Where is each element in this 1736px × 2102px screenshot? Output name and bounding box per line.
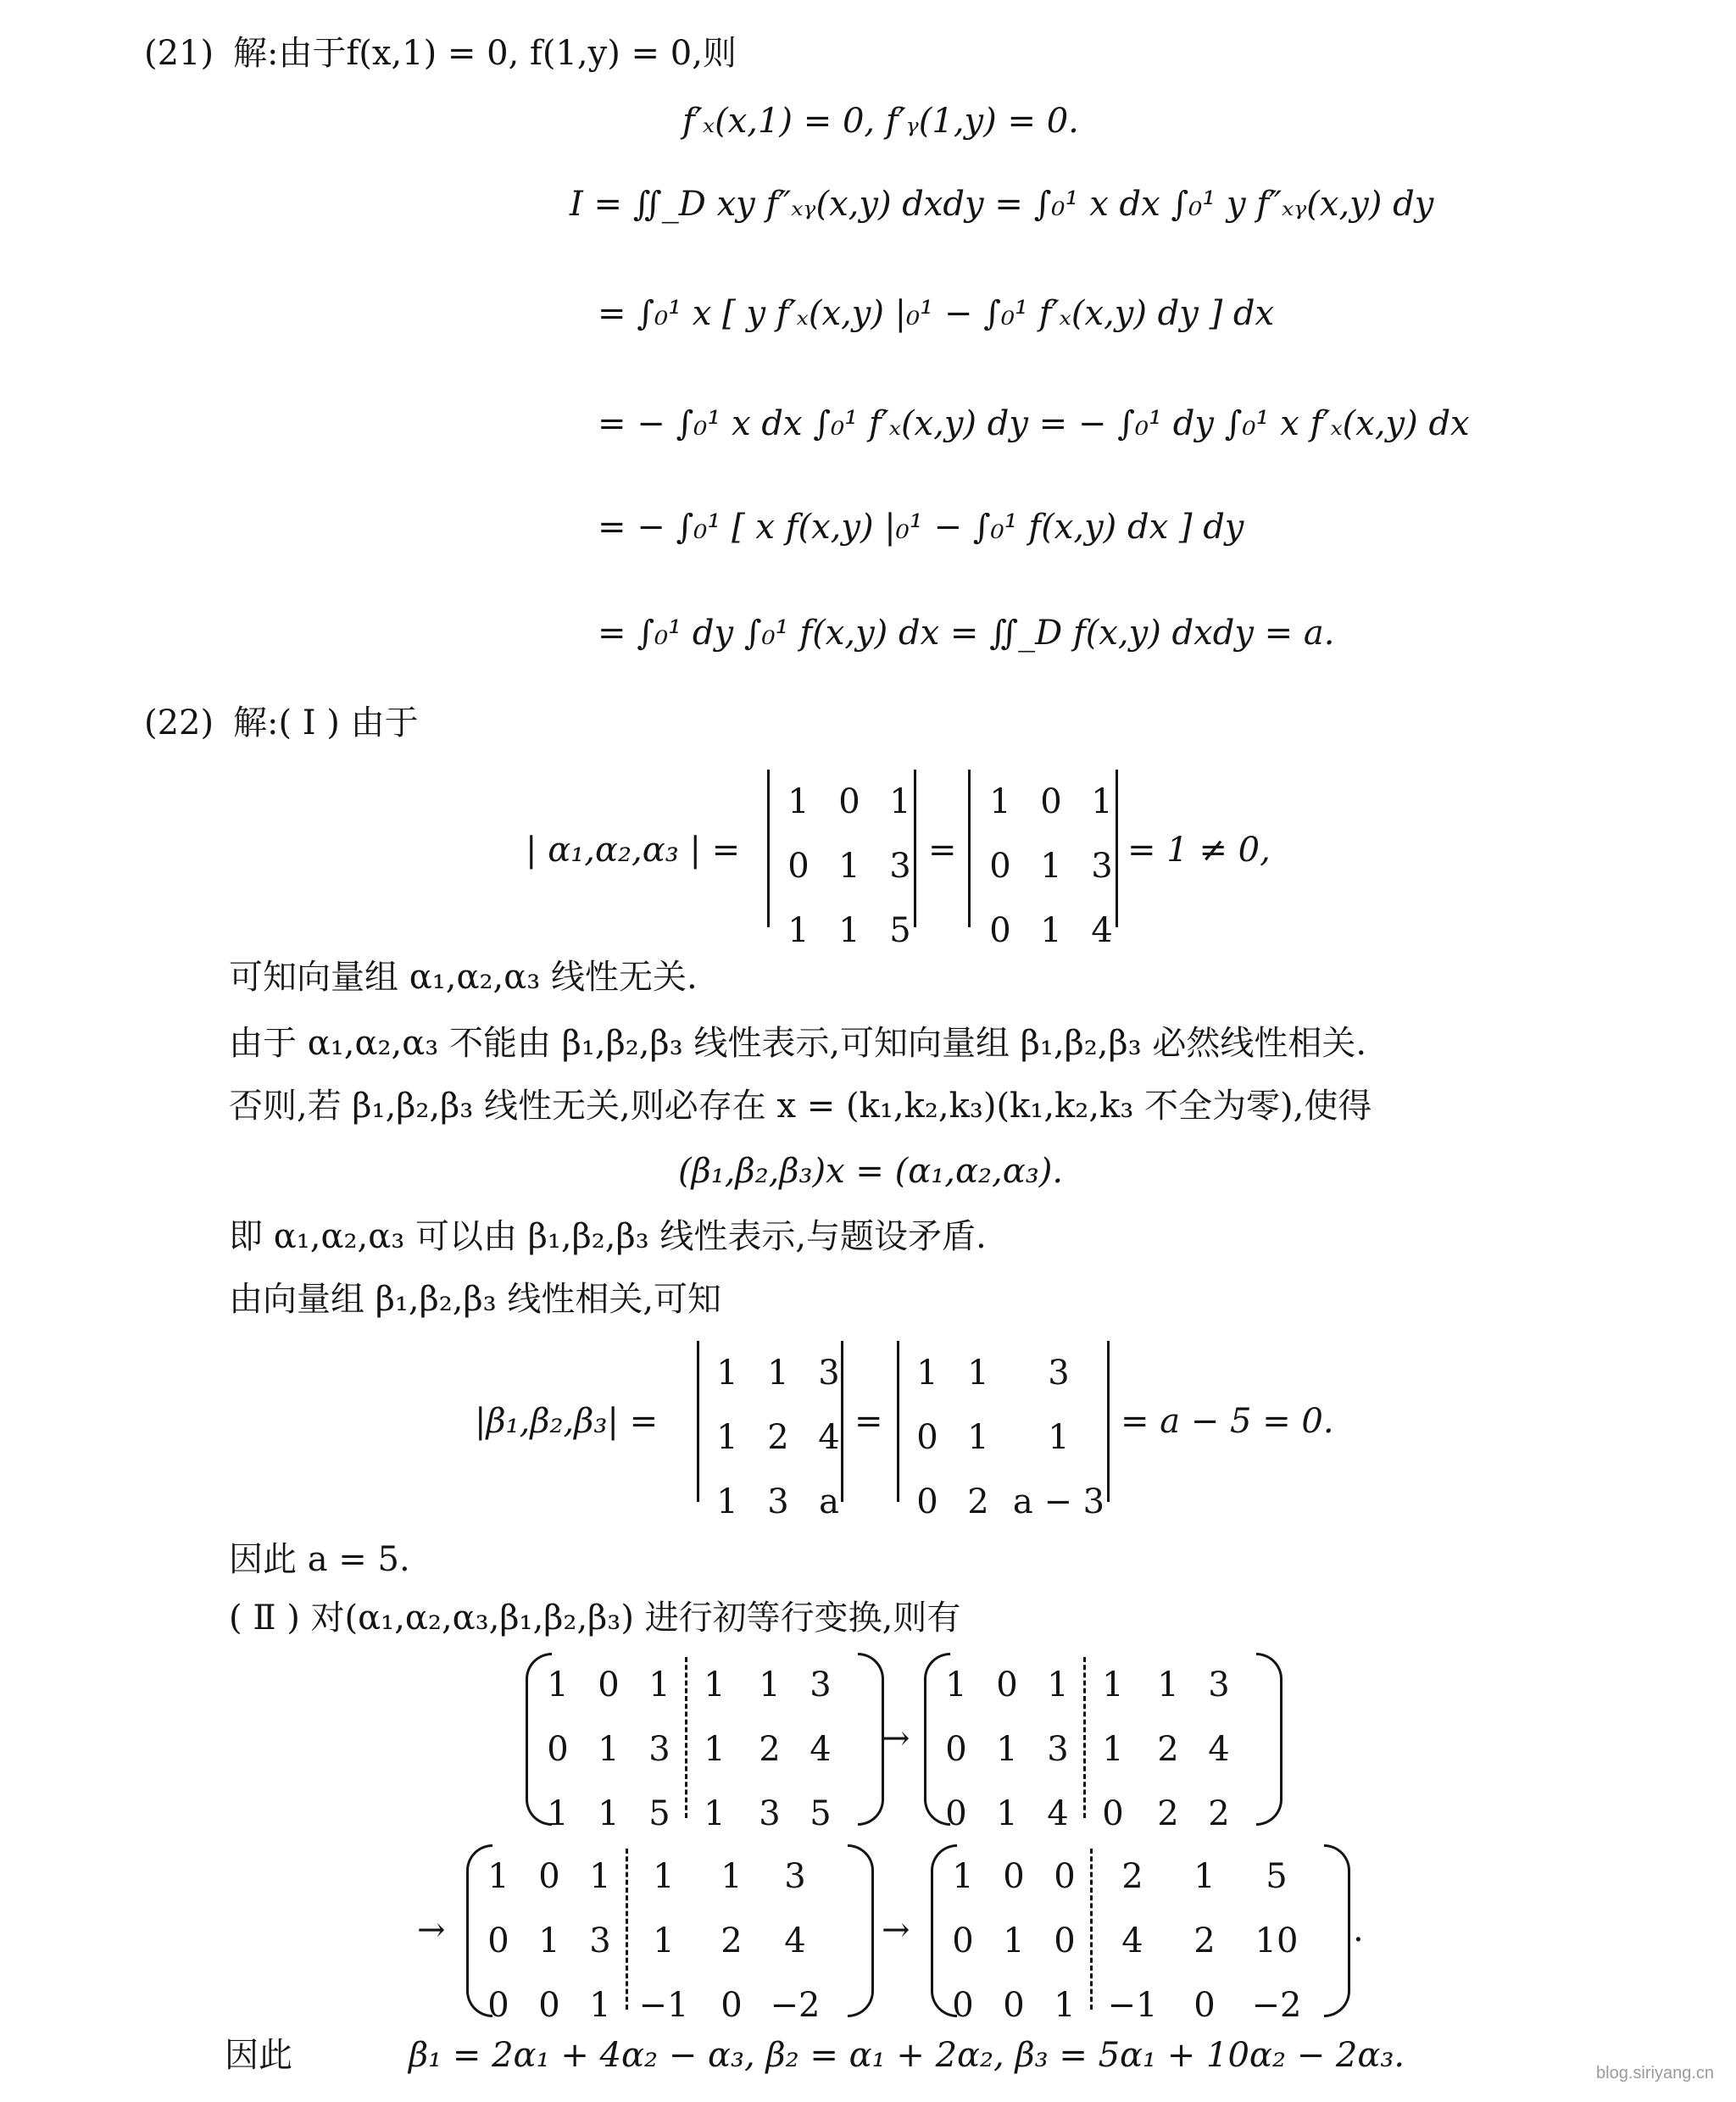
m1-grid	[532, 1653, 846, 1846]
m2-cell: 3	[1208, 1665, 1230, 1704]
det1b-cell: 0	[1040, 782, 1062, 821]
det1b-cell: 1	[1091, 782, 1113, 821]
m2-paren-right	[1256, 1653, 1283, 1826]
det1b-cell: 1	[1040, 911, 1062, 950]
det2-eq-mid: =	[854, 1402, 883, 1441]
m1-cell: 0	[547, 1730, 569, 1769]
det2a-cell: 3	[767, 1482, 789, 1521]
det1a-bar-left	[767, 770, 770, 927]
det2a-grid	[702, 1341, 854, 1534]
det1b-grid	[975, 770, 1127, 963]
m2-divider	[1083, 1657, 1086, 1818]
m3-cell: 1	[721, 1857, 743, 1896]
det2b-bar-right	[1107, 1341, 1110, 1502]
m4-cell: −2	[1251, 1986, 1302, 2025]
det2a-cell: 1	[716, 1482, 738, 1521]
det1b-bar-left	[968, 770, 971, 927]
m2-cell: 1	[945, 1665, 967, 1704]
det2b-cell: 2	[967, 1482, 989, 1521]
m1-cell: 1	[547, 1794, 569, 1833]
m3-cell: 1	[653, 1857, 675, 1896]
det1a-cell: 1	[787, 911, 810, 950]
q22-p4: 即 α₁,α₂,α₃ 可以由 β₁,β₂,β₃ 线性表示,与题设矛盾.	[229, 1217, 987, 1256]
m2-cell: 1	[1102, 1665, 1124, 1704]
q22-p3: 否则,若 β₁,β₂,β₃ 线性无关,则必存在 x = (k₁,k₂,k₃)(k₁,k₂,k₃ 不全为零),使得	[229, 1087, 1372, 1126]
m2-cell: 0	[996, 1665, 1018, 1704]
det2b-cell: 0	[916, 1418, 938, 1457]
det1a-cell: 1	[838, 847, 860, 886]
det1b-cell: 4	[1091, 911, 1113, 950]
m2-cell: 0	[1102, 1794, 1124, 1833]
m3-cell: 3	[784, 1857, 806, 1896]
det2a-cell: 4	[818, 1418, 840, 1457]
det2b-cell: 1	[1048, 1418, 1070, 1457]
m3-cell: 3	[589, 1921, 611, 1960]
m4-cell: 0	[1054, 1921, 1076, 1960]
det1b-cell: 1	[989, 782, 1011, 821]
q22-p5: 由向量组 β₁,β₂,β₃ 线性相关,可知	[229, 1280, 722, 1319]
det2b-cell: 1	[967, 1418, 989, 1457]
m2-cell: 4	[1208, 1730, 1230, 1769]
m4-cell: 0	[952, 1921, 974, 1960]
arrow-1: →	[882, 1719, 910, 1758]
det1a-bar-right	[914, 770, 916, 927]
q22-p2: 由于 α₁,α₂,α₃ 不能由 β₁,β₂,β₃ 线性表示,可知向量组 β₁,β₂,β₃ 必然线性相关.	[229, 1024, 1367, 1063]
m3-cell: 0	[487, 1986, 509, 2025]
det2b-bar-left	[897, 1341, 899, 1502]
q21-line1: f′ₓ(x,1) = 0, f′ᵧ(1,y) = 0.	[682, 102, 1079, 141]
final-label: 因此	[225, 2036, 292, 2075]
m1-cell: 1	[598, 1794, 620, 1833]
arrow-3: →	[882, 1910, 910, 1949]
q22-heading: 解:( I ) 由于	[233, 703, 419, 742]
m4-cell: 1	[1194, 1857, 1216, 1896]
det1b-cell: 3	[1091, 847, 1113, 886]
det1b-bar-right	[1116, 770, 1118, 927]
m2-cell: 2	[1157, 1794, 1179, 1833]
det2a-bar-left	[697, 1341, 699, 1502]
m4-cell: 1	[1003, 1921, 1025, 1960]
det1a-grid	[773, 770, 926, 963]
det2a-bar-right	[841, 1341, 843, 1502]
det1b-cell: 0	[989, 847, 1011, 886]
m4-cell: 2	[1194, 1921, 1216, 1960]
det2a-cell: 1	[716, 1418, 738, 1457]
m3-grid	[473, 1844, 829, 2038]
m2-cell: 1	[996, 1794, 1018, 1833]
m4-cell: 1	[1054, 1986, 1076, 2025]
m3-cell: 1	[538, 1921, 560, 1960]
m4-cell: 0	[1003, 1857, 1025, 1896]
m3-cell: 1	[653, 1921, 675, 1960]
det2a-cell: a	[819, 1482, 839, 1521]
det2b-cell: 1	[967, 1354, 989, 1393]
det2b-cell: 1	[916, 1354, 938, 1393]
q22-p1: 可知向量组 α₁,α₂,α₃ 线性无关.	[229, 958, 698, 997]
q21-line6: = ∫₀¹ dy ∫₀¹ f(x,y) dx = ∬_D f(x,y) dxdy = a.	[598, 614, 1335, 653]
m1-cell: 3	[759, 1794, 781, 1833]
det2a-cell: 1	[716, 1354, 738, 1393]
q21-line2: I = ∬_D xy f″ₓᵧ(x,y) dxdy = ∫₀¹ x dx ∫₀¹ y f″ₓᵧ(x,y) dy	[570, 185, 1434, 224]
m2-cell: 2	[1208, 1794, 1230, 1833]
det2b-cell: a − 3	[1012, 1482, 1105, 1521]
m4-cell: 2	[1121, 1857, 1143, 1896]
m4-grid	[938, 1844, 1319, 2038]
m1-cell: 1	[704, 1730, 726, 1769]
m2-cell: 3	[1047, 1730, 1069, 1769]
q21-label: (21)	[144, 34, 214, 73]
det2b-cell: 0	[916, 1482, 938, 1521]
m1-cell: 4	[810, 1730, 832, 1769]
q22-p7: ( Ⅱ ) 对(α₁,α₂,α₃,β₁,β₂,β₃) 进行初等行变换,则有	[229, 1599, 961, 1638]
m4-cell: 1	[952, 1857, 974, 1896]
det1a-cell: 5	[889, 911, 911, 950]
m2-cell: 0	[945, 1794, 967, 1833]
arrow-2: →	[417, 1910, 446, 1949]
m1-cell: 3	[648, 1730, 670, 1769]
m3-paren-right	[848, 1844, 874, 2017]
det1a-cell: 0	[838, 782, 860, 821]
final-eq: β₁ = 2α₁ + 4α₂ − α₃, β₂ = α₁ + 2α₂, β₃ = 5α₁ + 10α₂ − 2α₃.	[409, 2036, 1405, 2075]
m2-cell: 1	[1157, 1665, 1179, 1704]
det2b-grid	[902, 1341, 1114, 1534]
m3-cell: 1	[487, 1857, 509, 1896]
m2-cell: 2	[1157, 1730, 1179, 1769]
m3-cell: 2	[721, 1921, 743, 1960]
m2-cell: 0	[945, 1730, 967, 1769]
m4-cell: −1	[1107, 1986, 1158, 2025]
det2b-cell: 3	[1048, 1354, 1070, 1393]
det2a-cell: 1	[767, 1354, 789, 1393]
m1-cell: 5	[810, 1794, 832, 1833]
m1-cell: 1	[598, 1730, 620, 1769]
m3-cell: 0	[538, 1857, 560, 1896]
m1-cell: 1	[704, 1794, 726, 1833]
det1a-cell: 1	[889, 782, 911, 821]
det1a-cell: 1	[787, 782, 810, 821]
m1-cell: 0	[598, 1665, 620, 1704]
m3-cell: 4	[784, 1921, 806, 1960]
m4-divider	[1090, 1849, 1093, 2010]
det1a-cell: 3	[889, 847, 911, 886]
q21-line5: = − ∫₀¹ [ x f(x,y) |₀¹ − ∫₀¹ f(x,y) dx ] dy	[598, 508, 1244, 547]
m1-cell: 3	[810, 1665, 832, 1704]
m3-cell: 0	[721, 1986, 743, 2025]
m4-cell: 4	[1121, 1921, 1143, 1960]
m3-cell: −2	[770, 1986, 821, 2025]
m1-cell: 2	[759, 1730, 781, 1769]
det1a-cell: 1	[838, 911, 860, 950]
det2a-cell: 2	[767, 1418, 789, 1457]
m4-cell: 5	[1266, 1857, 1288, 1896]
m1-cell: 1	[547, 1665, 569, 1704]
det1-left: | α₁,α₂,α₃ | =	[526, 831, 741, 870]
m4-cell: 0	[1194, 1986, 1216, 2025]
m1-cell: 5	[648, 1794, 670, 1833]
m2-cell: 4	[1047, 1794, 1069, 1833]
m1-cell: 1	[704, 1665, 726, 1704]
m1-cell: 1	[759, 1665, 781, 1704]
m1-paren-right	[858, 1653, 884, 1826]
m3-cell: 0	[538, 1986, 560, 2025]
m4-cell: 10	[1255, 1921, 1299, 1960]
m4-end: .	[1353, 1910, 1364, 1949]
m4-cell: 0	[952, 1986, 974, 2025]
m3-cell: −1	[638, 1986, 689, 2025]
m2-grid	[931, 1653, 1244, 1846]
m2-cell: 1	[1047, 1665, 1069, 1704]
m4-paren-right	[1324, 1844, 1350, 2017]
watermark: blog.siriyang.cn	[1596, 2064, 1714, 2083]
det1b-cell: 0	[989, 911, 1011, 950]
q21-line4: = − ∫₀¹ x dx ∫₀¹ f′ₓ(x,y) dy = − ∫₀¹ dy ∫₀¹ x f′ₓ(x,y) dx	[598, 404, 1470, 443]
det1a-cell: 0	[787, 847, 810, 886]
det1b-cell: 1	[1040, 847, 1062, 886]
m4-cell: 0	[1054, 1857, 1076, 1896]
m3-cell: 0	[487, 1921, 509, 1960]
m1-cell: 1	[648, 1665, 670, 1704]
det2a-cell: 3	[818, 1354, 840, 1393]
m1-divider	[685, 1657, 687, 1818]
det1-eq-mid: =	[928, 831, 957, 870]
q21-heading: 解:由于f(x,1) = 0, f(1,y) = 0,则	[233, 34, 737, 73]
det2-left: |β₁,β₂,β₃| =	[475, 1402, 659, 1441]
det1-right: = 1 ≠ 0,	[1127, 831, 1271, 870]
q21-line3: = ∫₀¹ x [ y f′ₓ(x,y) |₀¹ − ∫₀¹ f′ₓ(x,y) dy ] dx	[598, 294, 1275, 333]
det2-right: = a − 5 = 0.	[1121, 1402, 1334, 1441]
q22-p6: 因此 a = 5.	[229, 1540, 410, 1579]
q22-label: (22)	[144, 703, 214, 742]
m3-cell: 1	[589, 1986, 611, 2025]
m3-cell: 1	[589, 1857, 611, 1896]
m4-cell: 0	[1003, 1986, 1025, 2025]
q22-p3-eq: (β₁,β₂,β₃)x = (α₁,α₂,α₃).	[678, 1152, 1064, 1191]
m2-cell: 1	[1102, 1730, 1124, 1769]
m3-divider	[626, 1849, 628, 2010]
m2-cell: 1	[996, 1730, 1018, 1769]
